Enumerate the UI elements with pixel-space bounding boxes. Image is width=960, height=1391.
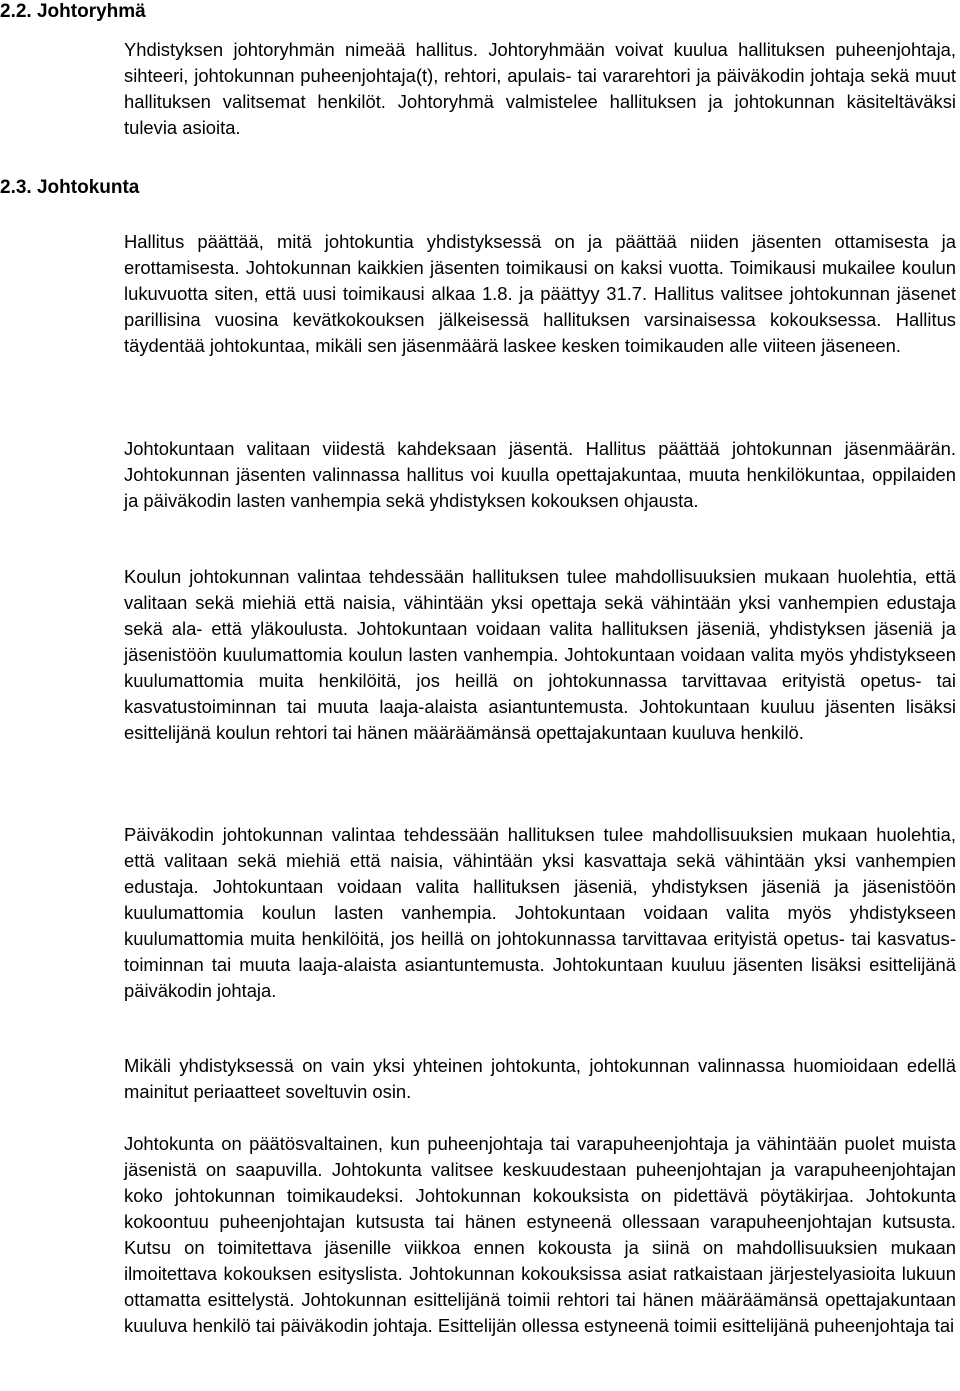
section-heading-johtokunta	[0, 175, 139, 201]
paragraph-koulun-johtokunta: Koulun johtokunnan valintaa tehdessään hallituksen tulee mahdollisuuksien mukaan huolehtia, että valitaan sekä miehiä että naisia, vähintään yksi opettaja sekä vähintään yksi vanhempien edustaja sekä ala- että yläkoulusta. Johtokuntaan voidaan valita hallituksen jäseniä, yhdistyksen jäseniä ja jäsenistöön kuulumattomia koulun lasten vanhempia. Johtokuntaan voidaan valita myös yhdistykseen kuulumattomia muita henkilöitä, jos heillä on johtokunnassa tarvittavaa erityistä opetus- tai kasvatustoiminnan tai muuta laaja-alaista asiantuntemusta. Johtokuntaan kuuluu jäsenten lisäksi esittelijänä koulun rehtori tai hänen määräämänsä opettajakuntaan kuuluva henkilö.	[124, 566, 956, 743]
paragraph-johtoryhma: Yhdistyksen johtoryhmän nimeää hallitus. Johtoryhmään voivat kuulua hallituksen puheenjohtaja, sihteeri, johtokunnan puheenjohtaja(t), rehtori, apulais- tai vararehtori ja päiväkodin johtaja sekä muut hallituksen valitsemat henkilöt. Johtoryhmä valmistelee hallituksen ja johtokunnan käsiteltäväksi tulevia asioita.	[124, 39, 956, 138]
section-number: 2.2.	[0, 1, 32, 22]
section-title: Johtokunta	[36, 177, 140, 198]
paragraph-paivakodin-johtokunta: Päiväkodin johtokunnan valintaa tehdessään hallituksen tulee mahdollisuuksien mukaan huolehtia, että valitaan sekä miehiä että naisia, vähintään yksi kasvattaja sekä vähintään yksi vanhempien edustaja. Johtokuntaan voidaan valita hallituksen jäseniä, yhdistyksen jäseniä ja jäsenistöön kuulumattomia koulun lasten vanhempia. Johtokuntaan voidaan valita myös yhdistykseen kuulumattomia muita henkilöitä, jos heillä on johtokunnassa tarvittavaa erityistä opetus- tai kasvatustoiminnan tai muuta laaja-alaista asiantuntemusta. Johtokuntaan kuuluu jäsenten lisäksi esittelijänä päiväkodin johtaja.	[124, 824, 956, 1001]
paragraph-yhteinen-johtokunta: Mikäli yhdistyksessä on vain yksi yhteinen johtokunta, johtokunnan valinnassa huomioidaan edellä mainitut periaatteet soveltuvin osin.	[124, 1055, 956, 1102]
paragraph-jasenmaara: Johtokuntaan valitaan viidestä kahdeksaan jäsentä. Hallitus päättää johtokunnan jäsenmäärän. Johtokunnan jäsenten valinnassa hallitus voi kuulla opettajakuntaa, muuta henkilökuntaa, oppilaiden ja päiväkodin lasten vanhempia sekä yhdistyksen kokouksen ohjausta.	[124, 438, 956, 511]
section-number: 2.3.	[0, 177, 32, 198]
paragraph-paatosvaltaisuus: Johtokunta on päätösvaltainen, kun puheenjohtaja tai varapuheenjohtaja ja vähintään puolet muista jäsenistä on saapuvilla. Johtokunta valitsee keskuudestaan puheenjohtajan ja varapuheenjohtajan koko johtokunnan toimikaudeksi. Johtokunnan kokouksista on pidettävä pöytäkirjaa. Johtokunta kokoontuu puheenjohtajan kutsusta tai hänen estyneenä ollessaan varapuheenjohtajan kutsusta. Kutsu on toimitettava jäsenille viikkoa ennen kokousta ja siinä on mahdollisuuksien mukaan ilmoitettava kokouksen esityslista. Johtokunnan kokouksissa asiat ratkaistaan järjestelyasioita lukuun ottamatta esittelystä. Johtokunnan esittelijänä toimii rehtori tai hänen määräämänsä opettajakuntaan kuuluva henkilö tai päiväkodin johtaja. Esittelijän ollessa estyneenä toimii esittelijänä puheenjohtaja tai	[124, 1133, 956, 1336]
paragraph-hallitus-paattaa: Hallitus päättää, mitä johtokuntia yhdistyksessä on ja päättää niiden jäsenten ottamisesta ja erottamisesta. Johtokunnan kaikkien jäsenten toimikausi on kaksi vuotta. Toimikausi mukailee koulun lukuvuotta siten, että uusi toimikausi alkaa 1.8. ja päättyy 31.7. Hallitus valitsee johtokunnan jäsenet parillisina vuosina kevätkokouksen jälkeisessä hallituksen varsinaisessa kokouksessa. Hallitus täydentää johtokuntaa, mikäli sen jäsenmäärä laskee kesken toimikauden alle viiteen jäseneen.	[124, 231, 956, 356]
section-title: Johtoryhmä	[36, 1, 146, 22]
section-heading-johtoryhma	[0, 0, 146, 25]
